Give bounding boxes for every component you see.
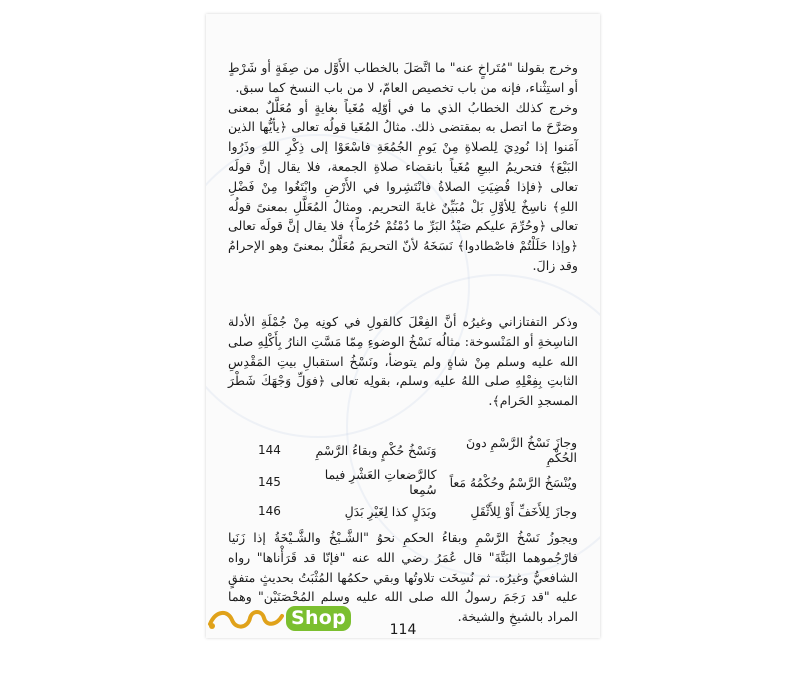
paragraph: وخرج بقولنا "مُتَراخٍ عنه" ما اتَّصَلَ بالخطاب الأَوَّل من صِفَةٍ أو شَرْطٍ أو استِثْناء، فإنه من باب تخصيص العامّ، لا من باب النسخ كما سبق.	[228, 60, 578, 95]
verse-second-hemistich: كالرَّضعاتِ العَشْرِ فيما سُمِعا	[324, 467, 437, 497]
paragraph: وذكر التفتازاني وغيرُه أنَّ الفِعْلَ كالقولِ في كونِه مِنْ جُمْلَةِ الأدلة الناسِخةِ أو المَنْسوخة: مثالُه نَسْخُ الوضوءِ مِمّا مَسَّتِ النارُ بِأَكْلِهِ صلى الله عليه وسلم مِنْ شاةٍ ولم يتوضأ، ونَسْخُ استقبالِ بيتِ المَقْدِسِ الثابتِ بِفِعْلِهِ صلى اللهُ عليه وسلم، بقولِه تعالى ﴿فوَلِّ وَجْهَكَ شَطْرَ المسجدِ الحَرام﴾.	[228, 314, 578, 409]
page-number: 114	[389, 622, 417, 638]
logo-text: Shop	[286, 606, 351, 631]
verse-second-hemistich: وبَدَلٍ كذا لِغَيْرِ بَدَلِ	[344, 503, 437, 519]
paragraph: وخرج كذلك الخطابُ الذي ما في أوّلِه مُغَياً بغايةٍ أو مُعَلَّلٌ بمعنى وصَرَّحَ ما اتصل به بمقتضى ذلك. مثالُ المُغَيا قولُه تعالى ﴿يأيُّها الذين آمَنوا إذا نُودِيَ لِلصلاةِ مِنْ يَومِ الجُمُعَةِ فاسْعَوْا إلى ذِكْرِ اللهِ وذَرُوا البَيْعَ﴾ فتحريمُ البيعِ مُغَياً بانقضاء صلاةِ الجمعة، فلا يقال إنَّ قولَه تعالى ﴿فإذا قُضِيَتِ الصلاةُ فانْتَشِروا في الأَرْضِ وابْتَغُوا مِنْ فَضْلِ اللهِ﴾ ناسِخٌ لِلأوَّلِ بَلْ مُبَيِّنٌ غايةَ التحريم. ومثالُ المُعَلَّلِ بمعنىً قولُه تعالى ﴿وحُرِّمَ عليكم صَيْدُ البَرِّ ما دُمْتُمْ حُرُماً﴾ فلا يقال إنَّ قولَه تعالى ﴿وإذا حَلَلْتُمْ فاصْطادوا﴾ نَسَخَهُ لأنّ التحريمَ مُعَلَّلٌ بمعنىً وهو الإحرامُ وقد زالَ.	[228, 99, 579, 273]
verse-first-hemistich: ويُنْسَخُ الرَّسْمُ وحُكْمُهُ مَعاً	[449, 474, 577, 490]
verse-first-hemistich: وجازَ لِلأَخَفِّ أَوْ لِلأَثْقَلِ	[470, 503, 577, 519]
verse-row	[256, 498, 578, 524]
second-text	[228, 312, 578, 411]
book-page	[206, 14, 600, 638]
shop-logo	[206, 600, 347, 634]
verse-row	[256, 434, 578, 466]
verse-second-hemistich: وَنَسْخُ حُكْمٍ وبقاءُ الرَّسْمِ	[315, 442, 437, 458]
verse-first-hemistich: وجازَ نَسْخُ الرَّسْمِ دونَ الحُكْمِ	[465, 435, 577, 465]
verse-table	[256, 434, 578, 524]
verse-number: 144	[258, 443, 281, 457]
paragraph: ويجوزُ نَسْخُ الرَّسْمِ وبقاءُ الحكمِ نحوُ "الشَّـيْخُ والشَّـيْخَةُ إذا زَنَيا فارْجُموهما البَتَّةَ" قال عُمَرُ رضي الله عنه "فإنّا قد قَرَأْناها" رواه الشافعيُّ وغيرُه. ثم نُسِخَت تلاوتُها وبقي حكمُها المُثْبَتُ بحديثٍ متفقٍ عليه "قد رَجَمَ رسولُ الله صلى الله عليه وسلم المُحْصَنَيْن" وهما المراد بالشيخِ والشيخة.	[228, 530, 578, 625]
verse-number: 145	[258, 475, 281, 489]
main-text	[228, 58, 578, 276]
verse-number: 146	[258, 504, 281, 518]
verse-row	[256, 466, 578, 498]
swirl-icon	[206, 604, 284, 634]
